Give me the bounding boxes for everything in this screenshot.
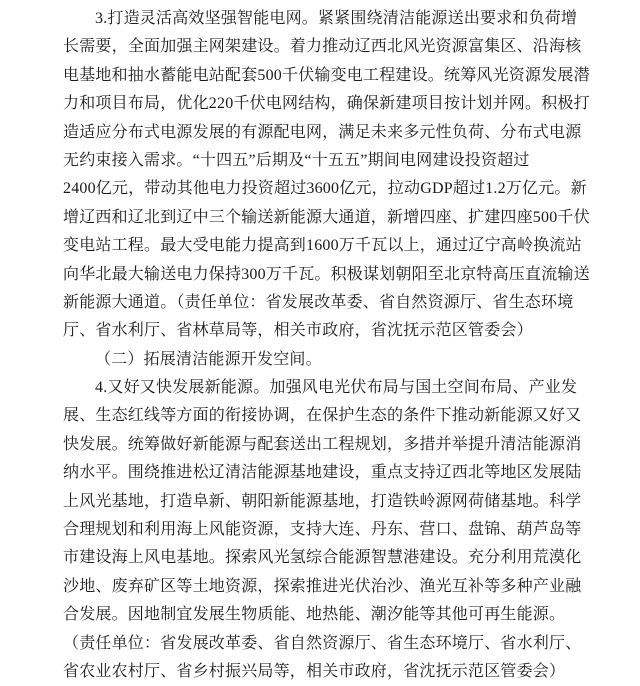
document-line: 电基地和抽水蓄能电站配套500千伏输变电工程建设。统筹风光资源发展潜 [63,66,590,84]
document-line: 向华北最大输送电力保持300万千瓦。积极谋划朝阳至北京特高压直流输送 [63,265,590,283]
document-line: 省农业农村厅、省乡村振兴局等，相关市政府，省沈抚示范区管委会） [63,662,566,680]
document-line: 合理规划和利用海上风能资源，支持大连、丹东、营口、盘锦、葫芦岛等 [63,521,582,539]
paragraph-smart-grid [63,5,640,346]
document-line: 造适应分布式电源发展的有源配电网，满足未来多元性负荷、分布式电源 [63,123,582,141]
document-line: 上风光基地，打造阜新、朝阳新能源基地，打造铁岭源网荷储基地。科学 [63,492,582,510]
document-line: 变电站工程。最大受电能力提高到1600万千瓦以上，通过辽宁高岭换流站 [63,237,582,255]
document-line: 沙地、废弃矿区等土地资源，探索推进光伏治沙、渔光互补等多种产业融 [63,577,582,595]
document-line: 2400亿元，带动其他电力投资超过3600亿元，拉动GDP超过1.2万亿元。新 [63,180,587,198]
document-line: 力和项目布局，优化220千伏电网结构，确保新建项目按计划并网。积极打 [63,95,590,113]
document-line: 展、生态红线等方面的衔接协调，在保护生态的条件下推动新能源又好又 [63,407,582,425]
document-line: 新能源大通道。（责任单位：省发展改革委、省自然资源厅、省生态环境 [63,293,574,311]
document-line: 长需要，全面加强主网架建设。着力推动辽西北风光资源富集区、沿海核 [63,38,582,56]
document-line: （责任单位：省发展改革委、省自然资源厅、省生态环境厅、省水利厅、 [63,634,582,652]
document-line: 4.又好又快发展新能源。加强风电光伏布局与国土空间布局、产业发 [95,379,578,397]
section-heading-line: （二）拓展清洁能源开发空间。 [95,350,322,368]
document-line: 无约束接入需求。“十四五”后期及“十五五”期间电网建设投资超过 [63,151,530,169]
paragraph-section-heading [63,346,640,374]
document-line: 3.打造灵活高效坚强智能电网。紧紧围绕清洁能源送出要求和负荷增 [95,10,578,27]
document-line: 纳水平。围绕推进松辽清洁能源基地建设，重点支持辽西北等地区发展陆 [63,464,582,482]
document-line: 快发展。统筹做好新能源与配套送出工程规划，多措并举提升清洁能源消 [63,435,582,453]
document-line: 厅、省水利厅、省林草局等，相关市政府，省沈抚示范区管委会） [63,322,533,340]
paragraph-new-energy [63,374,640,686]
document-line: 合发展。因地制宜发展生物质能、地热能、潮汐能等其他可再生能源。 [63,606,566,624]
document-line: 市建设海上风电基地。探索风光氢综合能源智慧港建设。充分利用荒漠化 [63,549,582,567]
document-line: 增辽西和辽北到辽中三个输送新能源大通道，新增四座、扩建四座500千伏 [63,208,590,226]
